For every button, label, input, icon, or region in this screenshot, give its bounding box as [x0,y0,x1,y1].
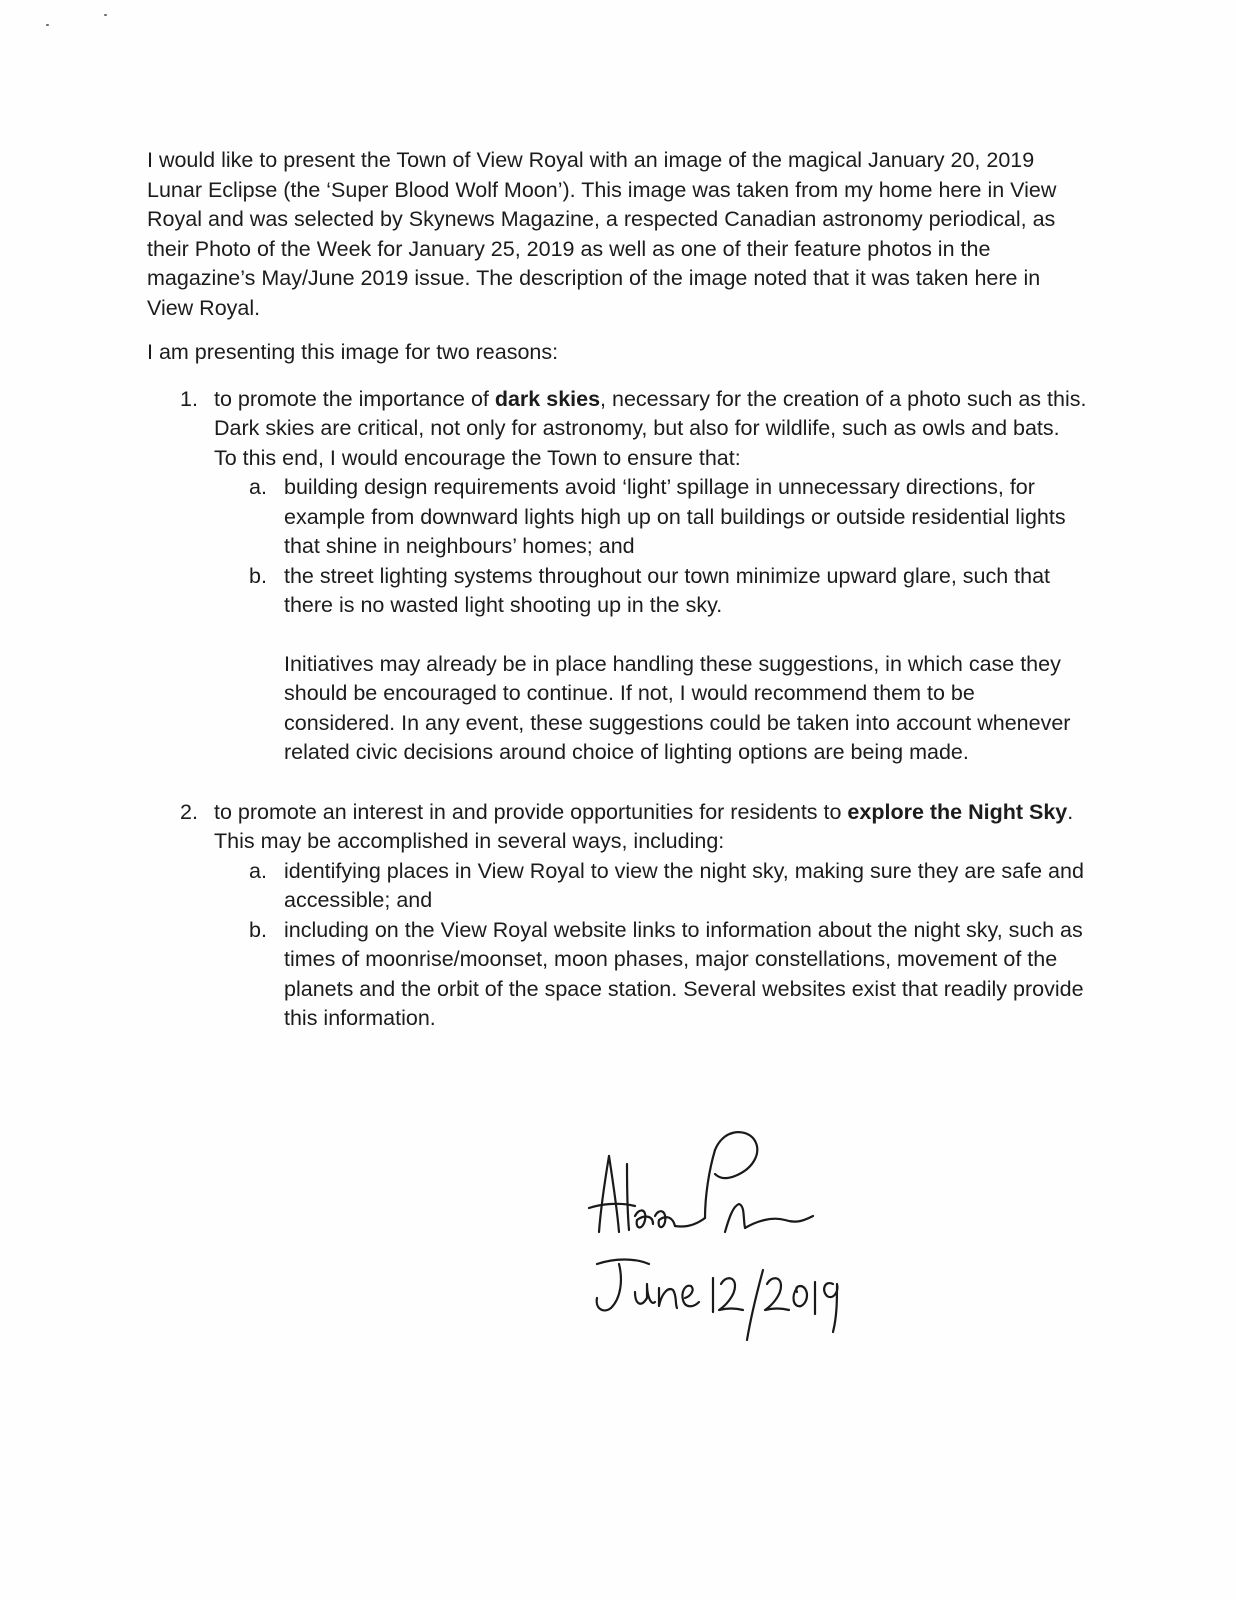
reason-text-start: to promote an interest in and provide opportunities for residents to [214,799,848,824]
sub-item-letter: b. [249,563,267,588]
letter-body [147,146,1087,1034]
sub-item-text: identifying places in View Royal to view the night sky, making sure they are safe and accessible; and [284,858,1084,912]
initiatives-note: Initiatives may already be in place handling these suggestions, in which case they should be encouraged to continue. If not, I would recommend them to be considered. In any event, these suggestions could be taken into account whenever related civic decisions around choice of lighting options are being made. [284,651,1071,764]
reason-text-end: . This may be accomplished in several ways, including: [214,799,1074,853]
reason-item-1 [147,385,1087,768]
sub-item-text: building design requirements avoid ‘light’ spillage in unnecessary directions, for example from downward lights high up on tall buildings or outside residential lights that shine in neighbours’ homes; and [284,475,1066,558]
reason-text-start: to promote the importance of [214,386,495,411]
reason-text [214,385,1087,474]
sub-item-letter: a. [249,858,267,883]
sub-item-1b [214,562,1087,621]
signature-date [597,1260,838,1341]
reason-emphasis: dark skies [494,386,601,411]
signature-mark [589,1132,813,1232]
sub-item-letter: b. [249,917,267,942]
sub-item-text: the street lighting systems throughout our town minimize upward glare, such that there is no wasted light shooting up in the sky. [284,563,1051,617]
list-number: 2. [180,799,198,824]
reason-item-2 [147,798,1087,1034]
sub-item-2a [214,857,1087,916]
sub-item-2b [214,916,1087,1034]
sub-item-1a [214,473,1087,562]
reason-text [214,798,1087,857]
reasons-lead: I am presenting this image for two reasons: [147,340,559,364]
scan-speck [46,24,49,26]
list-number: 1. [180,386,198,411]
scan-speck [104,14,107,16]
reason-text-end: , necessary for the creation of a photo such as this. Dark skies are critical, not only for astronomy, but also for wildlife, such as owls and bats. To this end, I would encourage the Town to ensure that: [214,386,1087,470]
sub-item-text: including on the View Royal website links to information about the night sky, such as times of moonrise/moonset, moon phases, major constellations, movement of the planets and the orbit of the space station. Several websites exist that readily provide this information. [284,917,1084,1030]
sub-item-letter: a. [249,475,267,499]
handwritten-signature [575,1120,855,1350]
reason-emphasis: explore the Night Sky [847,799,1068,824]
intro-paragraph: I would like to present the Town of View Royal with an image of the magical January 20, 2019 Lunar Eclipse (the ‘Super Blood Wolf Moon’). This image was taken from my home here in View Royal and was selected by Skynews Magazine, a respected Canadian astronomy periodical, as their Photo of the Week for January 25, 2019 as well as one of their feature photos in the magazine’s May/June 2019 issue. The description of the image noted that it was taken here in View Royal. [147,148,1057,320]
